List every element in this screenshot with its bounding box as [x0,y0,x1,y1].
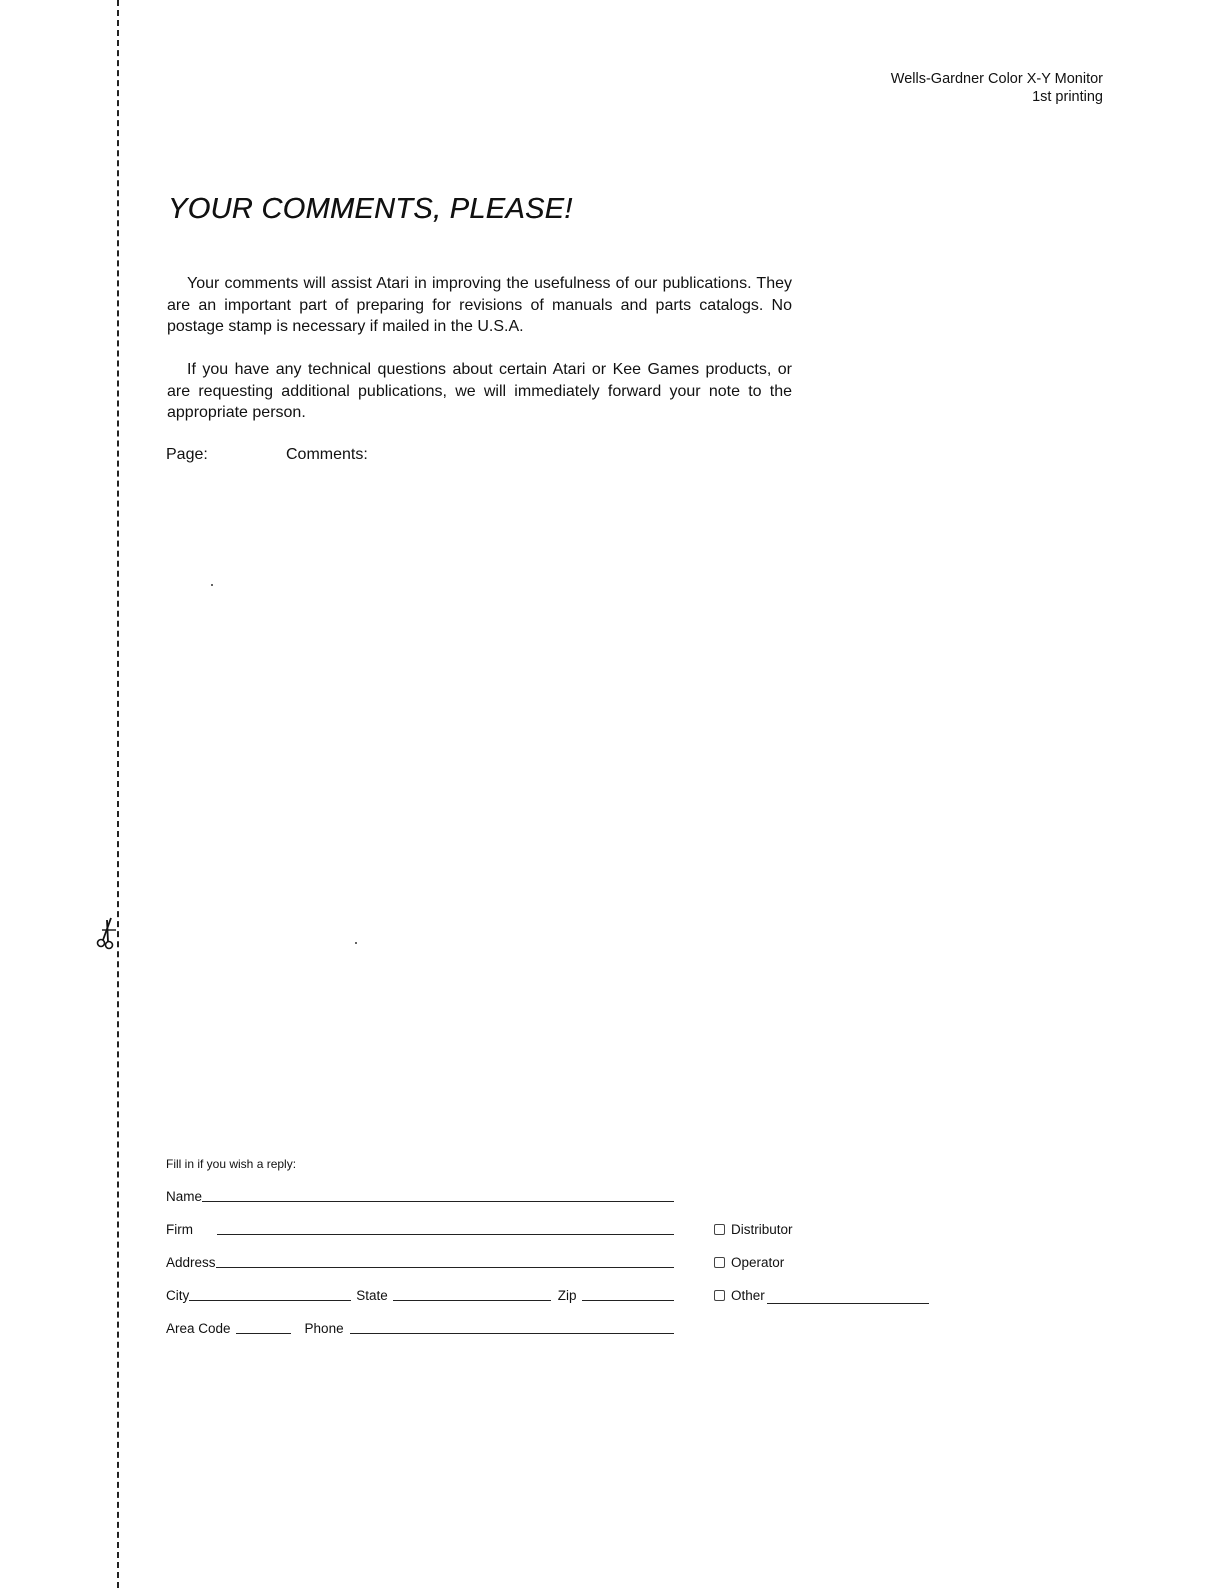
page-title: YOUR COMMENTS, PLEASE! [168,193,573,225]
city-line[interactable] [189,1300,351,1301]
address-line[interactable] [216,1267,674,1268]
state-label: State [356,1288,388,1303]
operator-label: Operator [731,1254,785,1270]
phone-label: Phone [304,1321,344,1336]
reply-instructions: Fill in if you wish a reply: [166,1157,297,1171]
document-reference [891,70,1103,106]
checkbox-icon[interactable] [714,1290,725,1301]
scissors-icon [90,912,124,952]
distributor-option[interactable] [714,1220,793,1238]
checkbox-icon[interactable] [714,1224,725,1235]
state-line[interactable] [393,1300,551,1301]
printing-note: 1st printing [1032,89,1103,105]
firm-line[interactable] [217,1234,674,1235]
city-label: City [166,1288,190,1303]
page-label: Page: [166,446,208,463]
zip-label: Zip [557,1288,577,1303]
area-code-phone-field[interactable] [166,1319,674,1337]
print-speck [211,584,213,586]
name-line[interactable] [202,1201,674,1202]
operator-option[interactable] [714,1253,784,1271]
document-title: Wells-Gardner Color X-Y Monitor [890,71,1103,87]
name-label: Name [166,1189,203,1204]
other-line[interactable] [767,1303,929,1304]
address-field[interactable] [166,1253,674,1271]
print-speck [355,942,357,944]
intro-paragraph: Your comments will assist Atari in improving the usefulness of our publications. They are an important part of preparing for revisions of manuals and parts catalogs. No postage stamp is necessary if mailed in the U.S.A. [167,275,792,335]
firm-field[interactable] [166,1220,674,1238]
address-label: Address [166,1255,216,1270]
distributor-label: Distributor [731,1221,793,1237]
comments-label: Comments: [286,446,368,463]
other-label: Other [731,1287,765,1303]
cut-line [117,0,119,1588]
phone-line[interactable] [350,1333,674,1334]
area-code-line[interactable] [236,1333,291,1334]
other-option[interactable] [714,1286,929,1304]
area-code-label: Area Code [166,1321,231,1336]
name-field[interactable] [166,1187,674,1205]
zip-line[interactable] [582,1300,674,1301]
city-state-zip-field[interactable] [166,1286,674,1304]
checkbox-icon[interactable] [714,1257,725,1268]
firm-label: Firm [166,1222,193,1237]
questions-paragraph: If you have any technical questions about certain Atari or Kee Games products, or are requesting additional publications, we will immediately forward your note to the appropriate person. [167,361,792,421]
